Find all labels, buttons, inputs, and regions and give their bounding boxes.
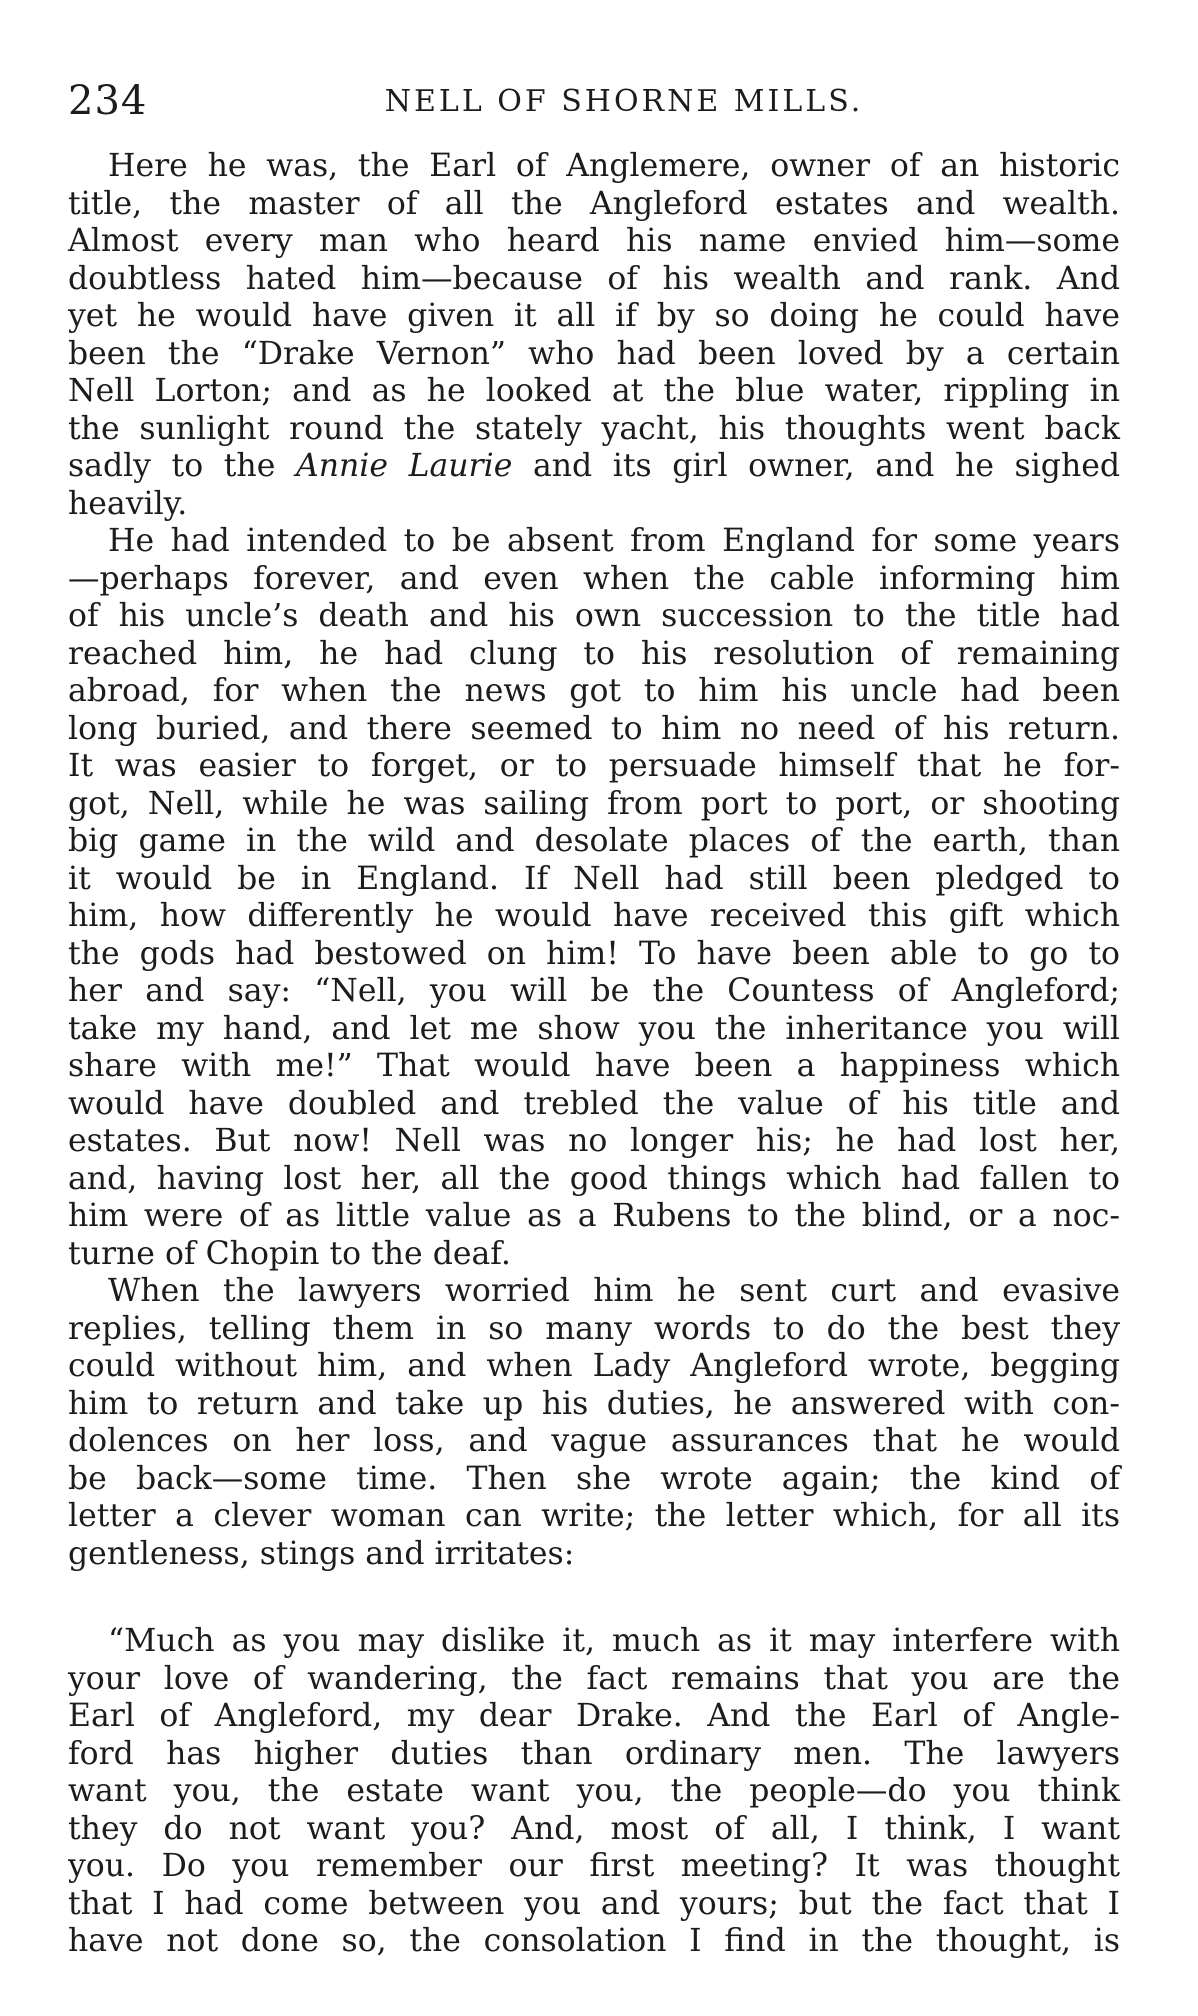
- text-line: it would be in England. If Nell had still been pledged to: [68, 860, 1120, 897]
- page-header: [68, 78, 1120, 128]
- text-line: —perhaps forever, and even when the cable informing him: [68, 560, 1120, 597]
- text-line: him were of as little value as a Rubens to the blind, or a noc-: [68, 1198, 1120, 1234]
- quote-line: Earl of Angleford, my dear Drake. And the Earl of Angle-: [68, 1698, 1120, 1734]
- text-line: reached him, he had clung to his resolution of remaining: [68, 635, 1120, 672]
- quote-line: “Much as you may dislike it, much as it may interfere with: [108, 1623, 1120, 1659]
- text-line: replies, telling them in so many words to do the best they: [68, 1310, 1120, 1347]
- text-line-with-italic: [68, 448, 1120, 486]
- text-line: long buried, and there seemed to him no need of his return.: [68, 710, 1120, 747]
- running-title: NELL OF SHORNE MILLS.: [384, 84, 864, 119]
- text-line: him to return and take up his duties, he answered with con-: [68, 1385, 1120, 1422]
- text-line: be back—some time. Then she wrote again; the kind of: [68, 1460, 1120, 1497]
- text-segment: sadly to the: [68, 448, 276, 484]
- text-line: He had intended to be absent from England for some years: [108, 523, 1120, 559]
- text-line: dolences on her loss, and vague assurances that he would: [68, 1423, 1120, 1459]
- yacht-name: Annie Laurie: [295, 448, 513, 484]
- text-line: Here he was, the Earl of Anglemere, owner of an historic: [108, 148, 1120, 184]
- body-text: [68, 148, 1120, 1573]
- text-line: When the lawyers worried him he sent curt and evasive: [108, 1273, 1120, 1309]
- text-line: her and say: “Nell, you will be the Countess of Angleford;: [68, 973, 1120, 1009]
- text-line: and, having lost her, all the good things which had fallen to: [68, 1160, 1120, 1197]
- text-line: of his uncle’s death and his own succession to the title had: [68, 598, 1120, 634]
- text-line: the gods had bestowed on him! To have been able to go to: [68, 935, 1120, 972]
- text-line: heavily.: [68, 485, 188, 522]
- page-number: 234: [68, 78, 148, 124]
- text-line: estates. But now! Nell was no longer his; he had lost her,: [68, 1123, 1120, 1159]
- text-line: title, the master of all the Angleford estates and wealth.: [68, 185, 1120, 222]
- text-line: It was easier to forget, or to persuade himself that he for-: [68, 748, 1120, 784]
- quote-line: your love of wandering, the fact remains that you are the: [68, 1660, 1120, 1697]
- text-line: big game in the wild and desolate places of the earth, than: [68, 823, 1120, 859]
- text-line: letter a clever woman can write; the letter which, for all its: [68, 1498, 1120, 1534]
- letter-quote: [68, 1623, 1120, 1961]
- quote-line: ford has higher duties than ordinary men. The lawyers: [68, 1735, 1120, 1772]
- quote-line: have not done so, the consolation I find in the thought, is: [68, 1923, 1120, 1959]
- text-line: share with me!” That would have been a happiness which: [68, 1048, 1120, 1084]
- text-line: yet he would have given it all if by so doing he could have: [68, 298, 1120, 334]
- text-line: could without him, and when Lady Angleford wrote, begging: [68, 1348, 1120, 1384]
- text-line: abroad, for when the news got to him his uncle had been: [68, 673, 1120, 709]
- text-line: him, how differently he would have received this gift which: [68, 898, 1120, 934]
- text-line: would have doubled and trebled the value of his title and: [68, 1085, 1120, 1122]
- text-line: the sunlight round the stately yacht, his thoughts went back: [68, 410, 1120, 447]
- quote-line: they do not want you? And, most of all, I think, I want: [68, 1810, 1120, 1847]
- quote-line: you. Do you remember our first meeting? It was thought: [68, 1848, 1120, 1884]
- quote-line: want you, the estate want you, the people—do you think: [68, 1773, 1120, 1809]
- text-line: Nell Lorton; and as he looked at the blue water, rippling in: [68, 373, 1120, 409]
- text-line: Almost every man who heard his name envied him—some: [68, 223, 1120, 259]
- text-line: take my hand, and let me show you the inheritance you will: [68, 1010, 1120, 1047]
- text-line: gentleness, stings and irritates:: [68, 1535, 575, 1572]
- text-line: turne of Chopin to the deaf.: [68, 1235, 511, 1272]
- text-line: got, Nell, while he was sailing from port to port, or shooting: [68, 785, 1120, 822]
- text-line: been the “Drake Vernon” who had been loved by a certain: [68, 335, 1120, 372]
- text-line: doubtless hated him—because of his wealth and rank. And: [68, 260, 1120, 297]
- text-segment: and its girl owner, and he sighed: [532, 448, 1121, 484]
- quote-line: that I had come between you and yours; but the fact that I: [68, 1885, 1120, 1922]
